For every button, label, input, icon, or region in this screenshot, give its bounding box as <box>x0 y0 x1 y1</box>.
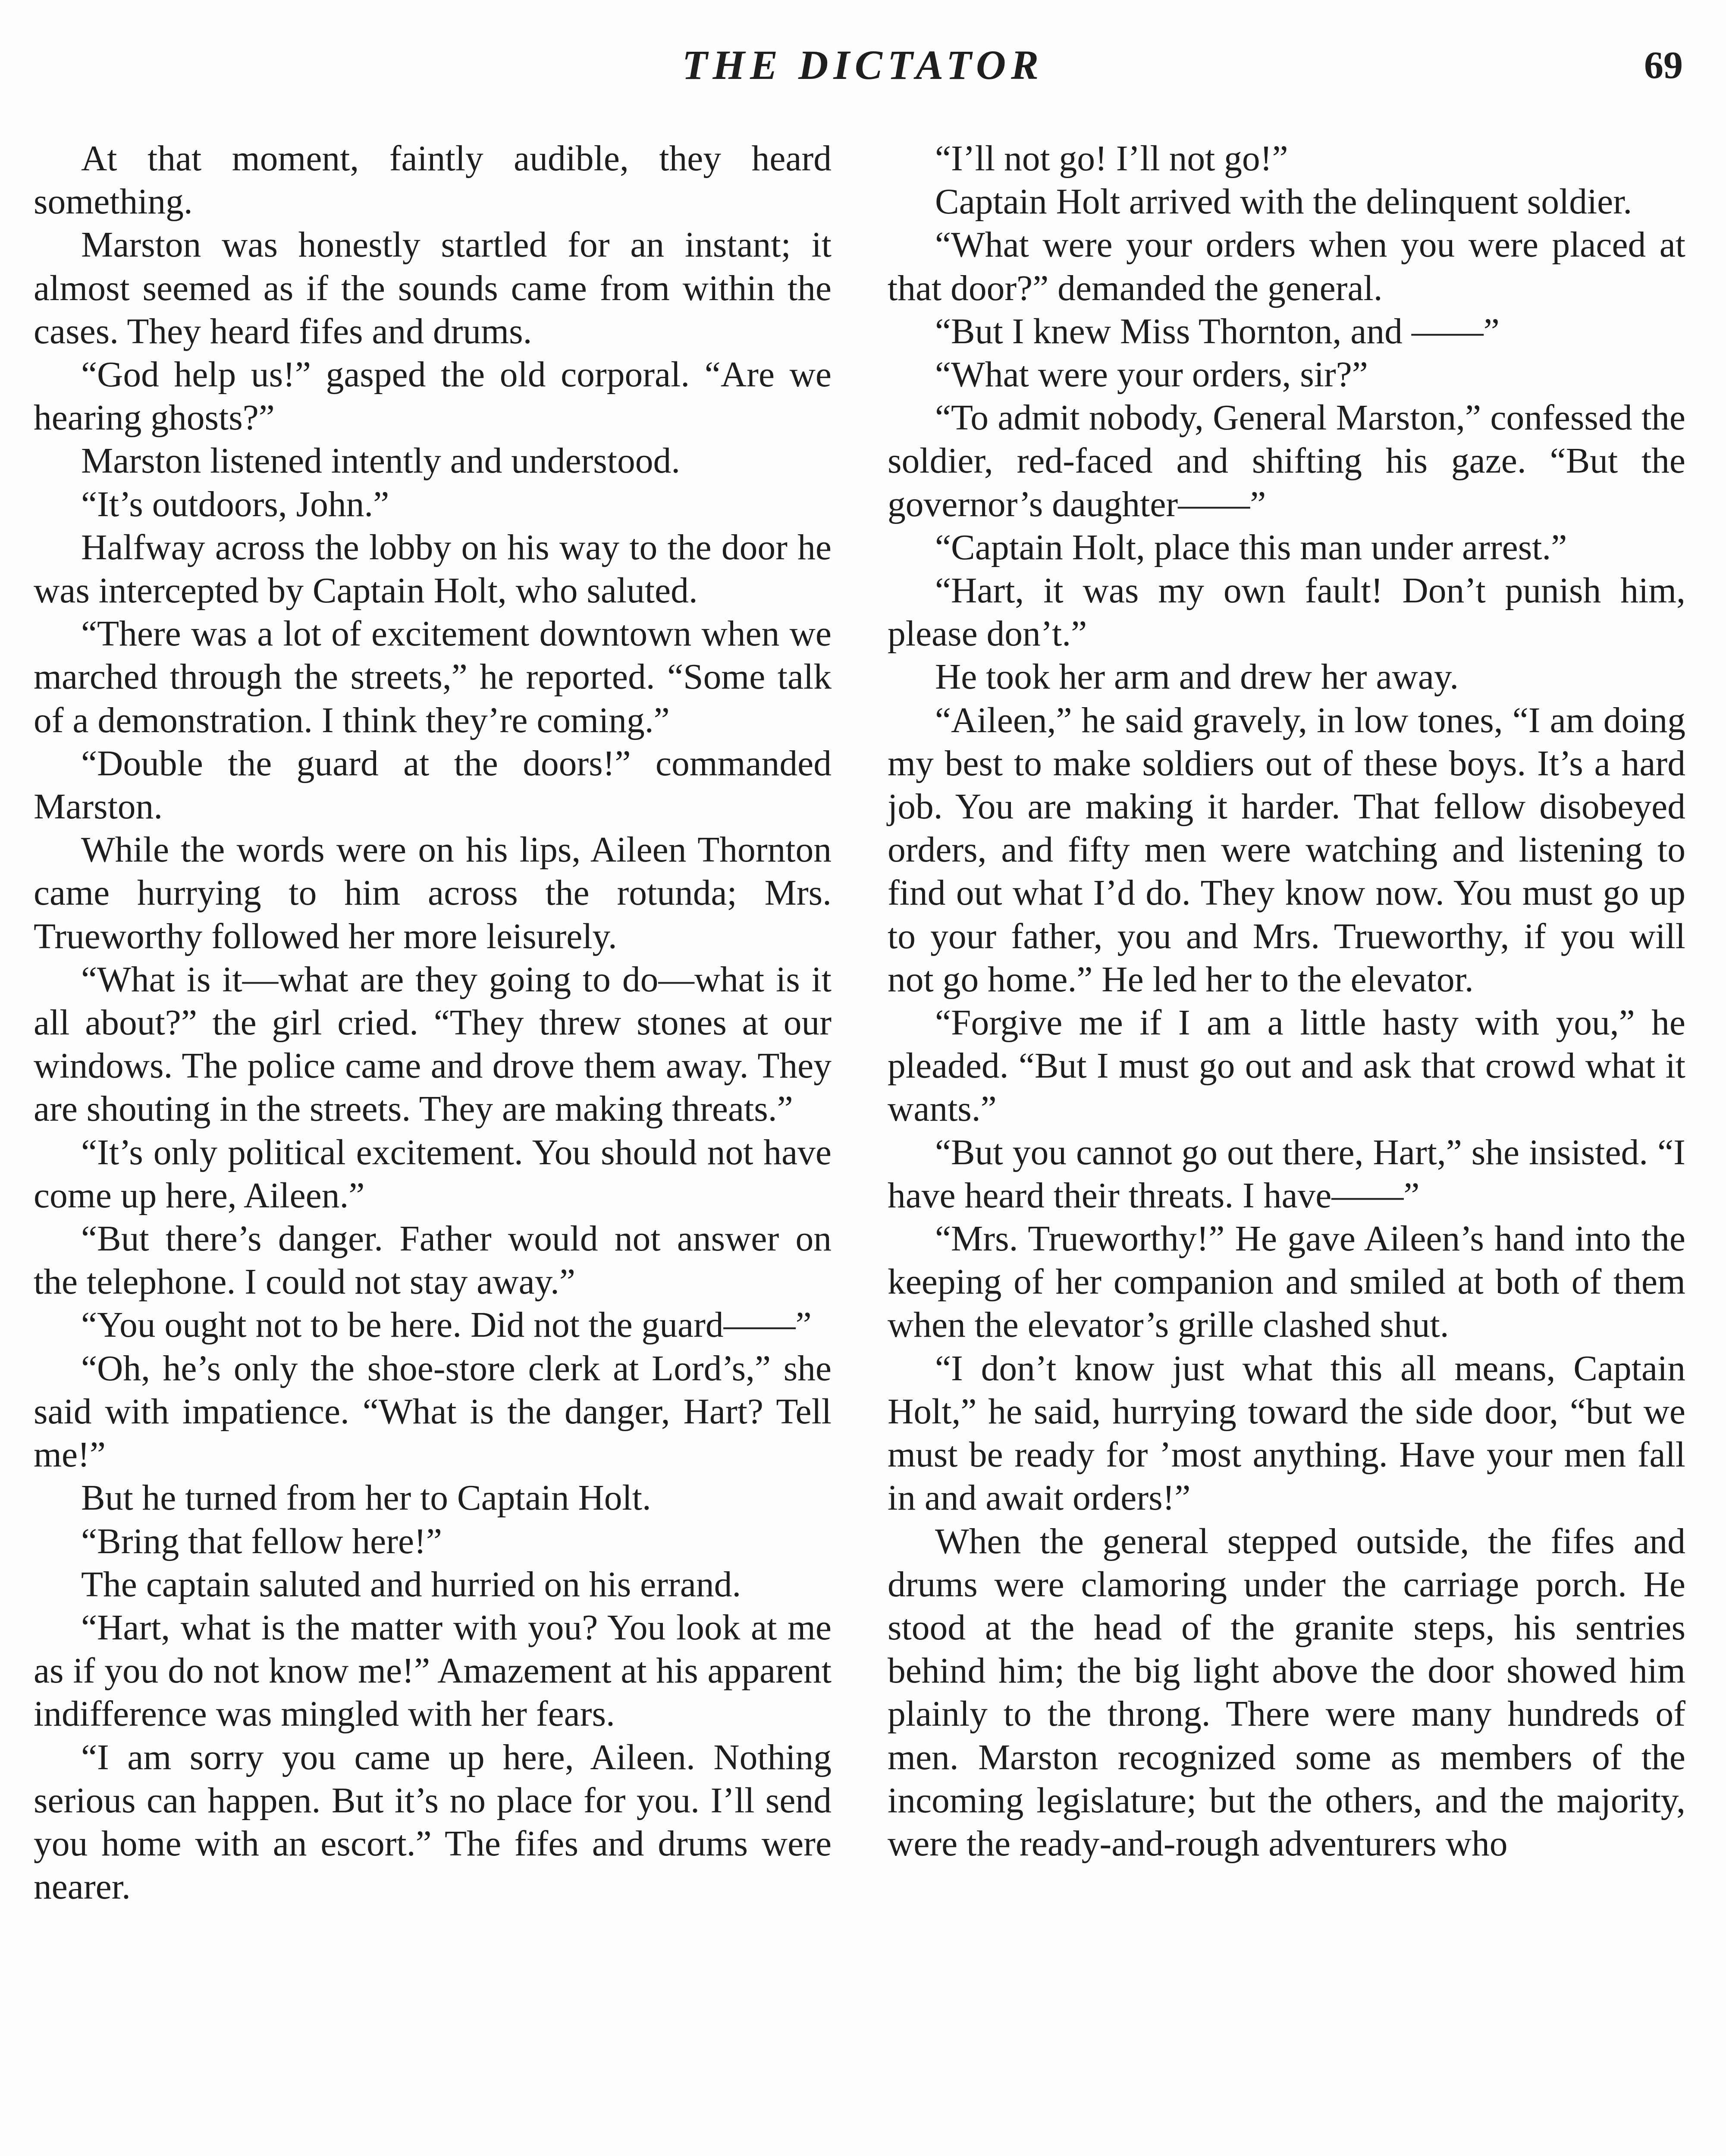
paragraph: “Mrs. Trueworthy!” He gave Aileen’s hand into the keeping of her companion and smiled at both of them when the elevator’s grille clashed shut. <box>888 1219 1685 1345</box>
paragraph: “Double the guard at the doors!” commanded Marston. <box>34 743 832 827</box>
paragraph: Captain Holt arrived with the delinquent soldier. <box>935 182 1632 222</box>
paragraph: “It’s only political excitement. You should not have come up here, Aileen.” <box>34 1132 832 1216</box>
paragraph: “Oh, he’s only the shoe-store clerk at Lord’s,” she said with impatience. “What is the danger, Hart? Tell me!” <box>34 1348 832 1475</box>
paragraph: Marston listened intently and understood. <box>81 441 681 481</box>
right-column <box>888 137 1685 1865</box>
paragraph: While the words were on his lips, Aileen Thornton came hurrying to him across the rotunda; Mrs. Trueworthy followed her more leisurely. <box>34 830 832 956</box>
paragraph: “What were your orders when you were placed at that door?” demanded the general. <box>888 225 1685 308</box>
paragraph: “To admit nobody, General Marston,” confessed the soldier, red-faced and shifting his gaze. “But the governor’s daughter——” <box>888 398 1685 524</box>
paragraph: “What is it—what are they going to do—what is it all about?” the girl cried. “They threw stones at our windows. The police came and drove them away. They are shouting in the streets. They are making threats.” <box>34 959 832 1129</box>
running-title: THE DICTATOR <box>682 42 1044 88</box>
paragraph: “Forgive me if I am a little hasty with you,” he pleaded. “But I must go out and ask that crowd what it wants.” <box>888 1003 1685 1129</box>
paragraph: “I don’t know just what this all means, Captain Holt,” he said, hurrying toward the side door, “but we must be ready for ’most anything. Have your men fall in and await orders!” <box>888 1348 1685 1518</box>
paragraph: “What were your orders, sir?” <box>935 355 1368 395</box>
paragraph: “Aileen,” he said gravely, in low tones, “I am doing my best to make soldiers out of these boys. It’s a hard job. You are making it harder. That fellow disobeyed orders, and fifty men were watching and listening to find out what I’d do. They know now. You must go up to your father, you and Mrs. Trueworthy, if you will not go home.” He led her to the elevator. <box>888 700 1685 1000</box>
paragraph: When the general stepped outside, the fifes and drums were clamoring under the carriage porch. He stood at the head of the granite steps, his sentries behind him; the big light above the door showed him plainly to the throng. There were many hundreds of men. Marston recognized some as members of the incoming legislature; but the others, and the majority, were the ready-and-rough adventurers who <box>888 1521 1685 1864</box>
paragraph: “Bring that fellow here!” <box>81 1521 442 1561</box>
paragraph: “Hart, it was my own fault! Don’t punish him, please don’t.” <box>888 571 1685 654</box>
paragraph: “I’ll not go! I’ll not go!” <box>935 139 1288 179</box>
paragraph: “But I knew Miss Thornton, and ——” <box>935 311 1500 351</box>
left-column <box>34 137 832 1908</box>
paragraph: “There was a lot of excitement downtown when we marched through the streets,” he reported. “Some talk of a demonstration. I think they’re coming.” <box>34 614 832 740</box>
paragraph: “I am sorry you came up here, Aileen. Nothing serious can happen. But it’s no place for you. I’ll send you home with an escort.” The fifes and drums were nearer. <box>34 1737 832 1907</box>
paragraph: “God help us!” gasped the old corporal. “Are we hearing ghosts?” <box>34 355 832 438</box>
paragraph: “But you cannot go out there, Hart,” she insisted. “I have heard their threats. I have——” <box>888 1132 1685 1216</box>
paragraph: At that moment, faintly audible, they heard something. <box>34 139 832 222</box>
paragraph: “Hart, what is the matter with you? You look at me as if you do not know me!” Amazement at his apparent indifference was mingled with her fears. <box>34 1608 832 1734</box>
paragraph: He took her arm and drew her away. <box>935 657 1459 697</box>
paragraph: “Captain Holt, place this man under arrest.” <box>935 527 1567 567</box>
paragraph: “It’s outdoors, John.” <box>81 484 389 524</box>
page-number: 69 <box>1644 44 1683 87</box>
paragraph: The captain saluted and hurried on his errand. <box>81 1564 741 1604</box>
paragraph: “You ought not to be here. Did not the guard——” <box>81 1305 812 1345</box>
paragraph: Halfway across the lobby on his way to the door he was intercepted by Captain Holt, who saluted. <box>34 527 832 611</box>
paragraph: Marston was honestly startled for an instant; it almost seemed as if the sounds came from within the cases. They heard fifes and drums. <box>34 225 832 351</box>
paragraph: But he turned from her to Captain Holt. <box>81 1478 651 1518</box>
paragraph: “But there’s danger. Father would not answer on the telephone. I could not stay away.” <box>34 1219 832 1302</box>
